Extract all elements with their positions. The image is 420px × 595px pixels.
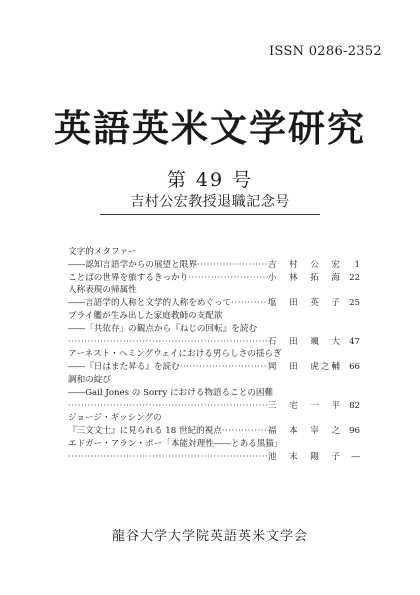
toc-entry xyxy=(68,361,360,374)
leader-dots xyxy=(188,272,268,285)
toc-title: アーネスト・ヘミングウェイにおける男らしさの揺らぎ xyxy=(68,349,282,360)
toc-entry-title xyxy=(68,310,360,323)
volume-number: 第 49 号 xyxy=(166,169,254,191)
table-of-contents xyxy=(68,246,360,464)
toc-page: 25 xyxy=(349,298,360,309)
leader-dots xyxy=(197,259,268,272)
toc-subtitle: ――Gail Jones の Sorry における物語ることの困難 xyxy=(68,387,274,398)
toc-page: 66 xyxy=(349,362,360,373)
toc-page: 47 xyxy=(349,336,360,347)
toc-author: 石 田 颯 大 xyxy=(267,336,342,347)
toc-entry-subtitle xyxy=(68,387,360,400)
toc-subtitle: ――認知言語学からの展望と限界 xyxy=(68,259,197,270)
leader-dots xyxy=(68,451,268,464)
leader-dots xyxy=(222,425,268,438)
toc-author: 小 林 拓 海 xyxy=(267,272,342,283)
leader-dots xyxy=(68,400,268,413)
toc-entry xyxy=(68,425,360,438)
toc-title: 文字的メタファー xyxy=(68,247,137,257)
toc-author: 岡 田 虎之輔 xyxy=(267,362,342,373)
toc-entry xyxy=(68,259,360,272)
toc-page: 96 xyxy=(349,426,360,437)
toc-subtitle: ――「共依存」の観点から『ねじの回転』を読む xyxy=(68,323,258,334)
toc-page: ― xyxy=(351,451,360,462)
toc-entry-title xyxy=(68,246,360,259)
publisher-name: 龍谷大学大学院英語英米文学会 xyxy=(111,529,308,544)
leader-dots xyxy=(68,336,268,349)
toc-subtitle: 『三文文士』に見られる 18 世紀的視点 xyxy=(68,426,222,437)
toc-author: 池 末 陽 子 xyxy=(267,451,342,462)
toc-entry xyxy=(68,451,360,464)
toc-entry-title xyxy=(68,348,360,361)
toc-subtitle: ――『日はまた昇る』を読む xyxy=(68,362,180,373)
journal-title: 英語英米文学研究 xyxy=(54,106,366,150)
toc-page: 82 xyxy=(349,400,360,411)
toc-subtitle: ――言語学的人称と文学的人称をめぐって xyxy=(68,298,232,309)
toc-entry-title xyxy=(68,438,360,451)
toc-entry-title xyxy=(68,412,360,425)
toc-page: 22 xyxy=(349,272,360,283)
leader-dots xyxy=(231,297,268,310)
toc-title: 調和の綻び xyxy=(68,374,111,385)
issn-number: ISSN 0286-2352 xyxy=(269,44,382,59)
toc-author: 福 本 宰 之 xyxy=(267,426,342,437)
toc-author: 塩 田 英 子 xyxy=(267,298,342,309)
toc-entry xyxy=(68,272,360,285)
toc-page: 1 xyxy=(354,259,360,270)
leader-dots xyxy=(180,361,268,374)
toc-author: 吉 村 公 宏 xyxy=(267,259,342,270)
toc-title: 人称表現の帰属性 xyxy=(68,285,137,296)
toc-title: ブライ艦が生み出した家庭教師の支配欲 xyxy=(68,310,223,321)
toc-entry xyxy=(68,336,360,349)
toc-entry-subtitle xyxy=(68,323,360,336)
toc-author: 三 宅 一 平 xyxy=(267,400,342,411)
toc-entry xyxy=(68,400,360,413)
toc-entry-title xyxy=(68,284,360,297)
toc-title: ジョージ・ギッシングの xyxy=(68,413,162,424)
toc-entry xyxy=(68,297,360,310)
toc-entry-title xyxy=(68,374,360,387)
toc-title: エドガー・アラン・ポー「本能対理性――とある黒猫」 xyxy=(68,438,283,449)
title-divider xyxy=(100,214,320,215)
toc-title: ことばの世界を旅するきっかり xyxy=(68,272,189,283)
special-issue-title: 吉村公宏教授退職記念号 xyxy=(130,194,290,210)
